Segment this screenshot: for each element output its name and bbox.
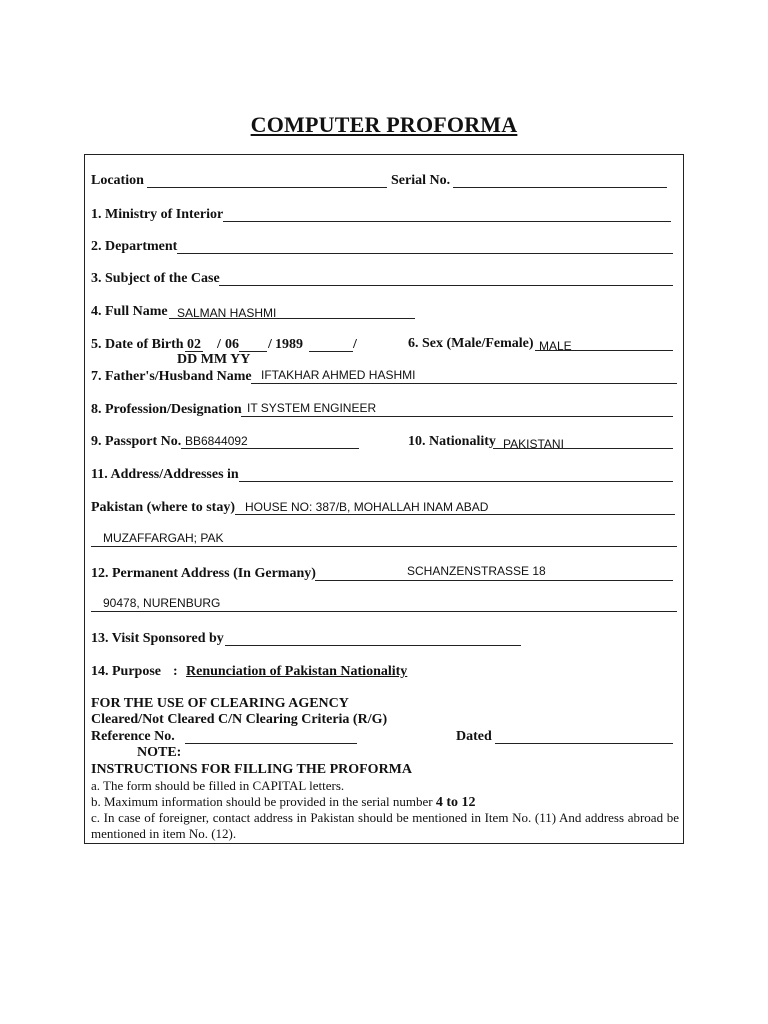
sex-label: 6. Sex (Male/Female) [408, 336, 534, 351]
father-value: IFTAKHAR AHMED HASHMI [261, 368, 416, 382]
purpose-value: Renunciation of Pakistan Nationality [186, 664, 408, 679]
nationality-value: PAKISTANI [503, 437, 564, 451]
instructions-heading: INSTRUCTIONS FOR FILLING THE PROFORMA [91, 762, 413, 777]
father-label: 7. Father's/Husband Name [91, 369, 252, 384]
clearing-criteria: Cleared/Not Cleared C/N Clearing Criteria (R/G) [91, 712, 388, 727]
pakistan-address-line-1[interactable] [235, 514, 675, 515]
dated-field[interactable] [495, 743, 673, 744]
germany-address-line-1[interactable] [315, 580, 673, 581]
germany-address-label: 12. Permanent Address (In Germany) [91, 566, 316, 581]
purpose-colon: : [173, 664, 178, 679]
dob-year[interactable]: 1989 [275, 337, 303, 352]
sponsored-label: 13. Visit Sponsored by [91, 631, 224, 646]
serial-field[interactable] [453, 187, 667, 188]
purpose-label: 14. Purpose [91, 664, 161, 679]
reference-label: Reference No. [91, 729, 175, 744]
dob-format: DD MM YY [177, 352, 251, 367]
department-field[interactable] [177, 253, 673, 254]
pakistan-stay-label: Pakistan (where to stay) [91, 500, 236, 515]
note-label: NOTE: [137, 745, 182, 760]
subject-field[interactable] [219, 285, 673, 286]
clearing-heading: FOR THE USE OF CLEARING AGENCY [91, 696, 349, 711]
reference-field[interactable] [185, 743, 357, 744]
proforma-form: Location Serial No. 1. Ministry of Interior 2. Department 3. Subject of the Case 4. Full Name SALMAN HASHMI 5. Date of Birth 02 06 1989 / / / DD MM YY 6. Sex (Male/Female) MALE 7. Father's/Husband Name IFTAKHAR AHMED HASHMI 8. Profession/Designation IT SYSTEM ENGINEER 9. Passport No. BB6844092 10. Nationality PAKISTANI 11. Address/Addresses in Pakistan (where to stay) HOUSE NO: 387/B, MOHALLAH INAM ABAD MUZAFFARGAH; PAK 12. Permanent Address (In Germany) SCHANZENSTRASSE 18 90478, NURENBURG 13. Visit Sponsored by 14. Purpose : Renunciation of Pakistan Nationality FOR THE USE OF CLEARING AGENCY Cleared/Not Cleared C/N Clearing Criteria (R/G) Reference No. Dated NOTE: INSTRUCTIONS FOR FILLING THE PROFORMA a. The form should be filled in CAPITAL letters. b. Maximum information should be provided in the serial number 4 to 12 c. In case of foreigner, contact address in Pakistan should be mentioned in Item No. (11) And address abroad be mentioned in item No. (12). [84, 154, 684, 844]
instruction-a: a. The form should be filled in CAPITAL letters. [91, 778, 345, 793]
germany-address-2-value: 90478, NURENBURG [103, 596, 221, 610]
page-title: COMPUTER PROFORMA [250, 112, 518, 137]
address-field[interactable] [239, 481, 673, 482]
sponsored-field[interactable] [225, 645, 521, 646]
germany-address-line-2[interactable] [91, 611, 677, 612]
passport-label: 9. Passport No. [91, 434, 182, 449]
dob-month[interactable]: 06 [225, 337, 239, 352]
location-label: Location [91, 173, 144, 188]
address-label: 11. Address/Addresses in [91, 467, 239, 482]
ministry-field[interactable] [223, 221, 671, 222]
subject-label: 3. Subject of the Case [91, 271, 220, 286]
profession-value: IT SYSTEM ENGINEER [247, 401, 377, 415]
location-field[interactable] [147, 187, 387, 188]
dob-label: 5. Date of Birth [91, 337, 184, 352]
department-label: 2. Department [91, 239, 178, 254]
passport-field[interactable] [181, 448, 359, 449]
full-name-label: 4. Full Name [91, 304, 168, 319]
dated-label: Dated [456, 729, 492, 744]
pakistan-address-line-2[interactable] [91, 546, 677, 547]
instruction-c: c. In case of foreigner, contact address in Pakistan should be mentioned in Item No. (11) And address abroad be mentioned in item No. (12). [91, 810, 679, 841]
profession-field[interactable] [241, 416, 673, 417]
dob-day[interactable]: 02 [187, 337, 201, 352]
pakistan-address-1-value: HOUSE NO: 387/B, MOHALLAH INAM ABAD [245, 500, 489, 514]
father-field[interactable] [251, 383, 677, 384]
dob-year-line [309, 351, 353, 352]
pakistan-address-2-value: MUZAFFARGAH; PAK [103, 531, 224, 545]
passport-value: BB6844092 [185, 434, 248, 448]
profession-label: 8. Profession/Designation [91, 402, 242, 417]
sex-value: MALE [539, 339, 572, 353]
serial-label: Serial No. [391, 173, 451, 188]
germany-address-1-value: SCHANZENSTRASSE 18 [407, 564, 546, 578]
full-name-value: SALMAN HASHMI [177, 306, 277, 320]
nationality-label: 10. Nationality [408, 434, 496, 449]
ministry-label: 1. Ministry of Interior [91, 207, 224, 222]
instruction-b: b. Maximum information should be provided in the serial number 4 to 12 [91, 794, 476, 810]
